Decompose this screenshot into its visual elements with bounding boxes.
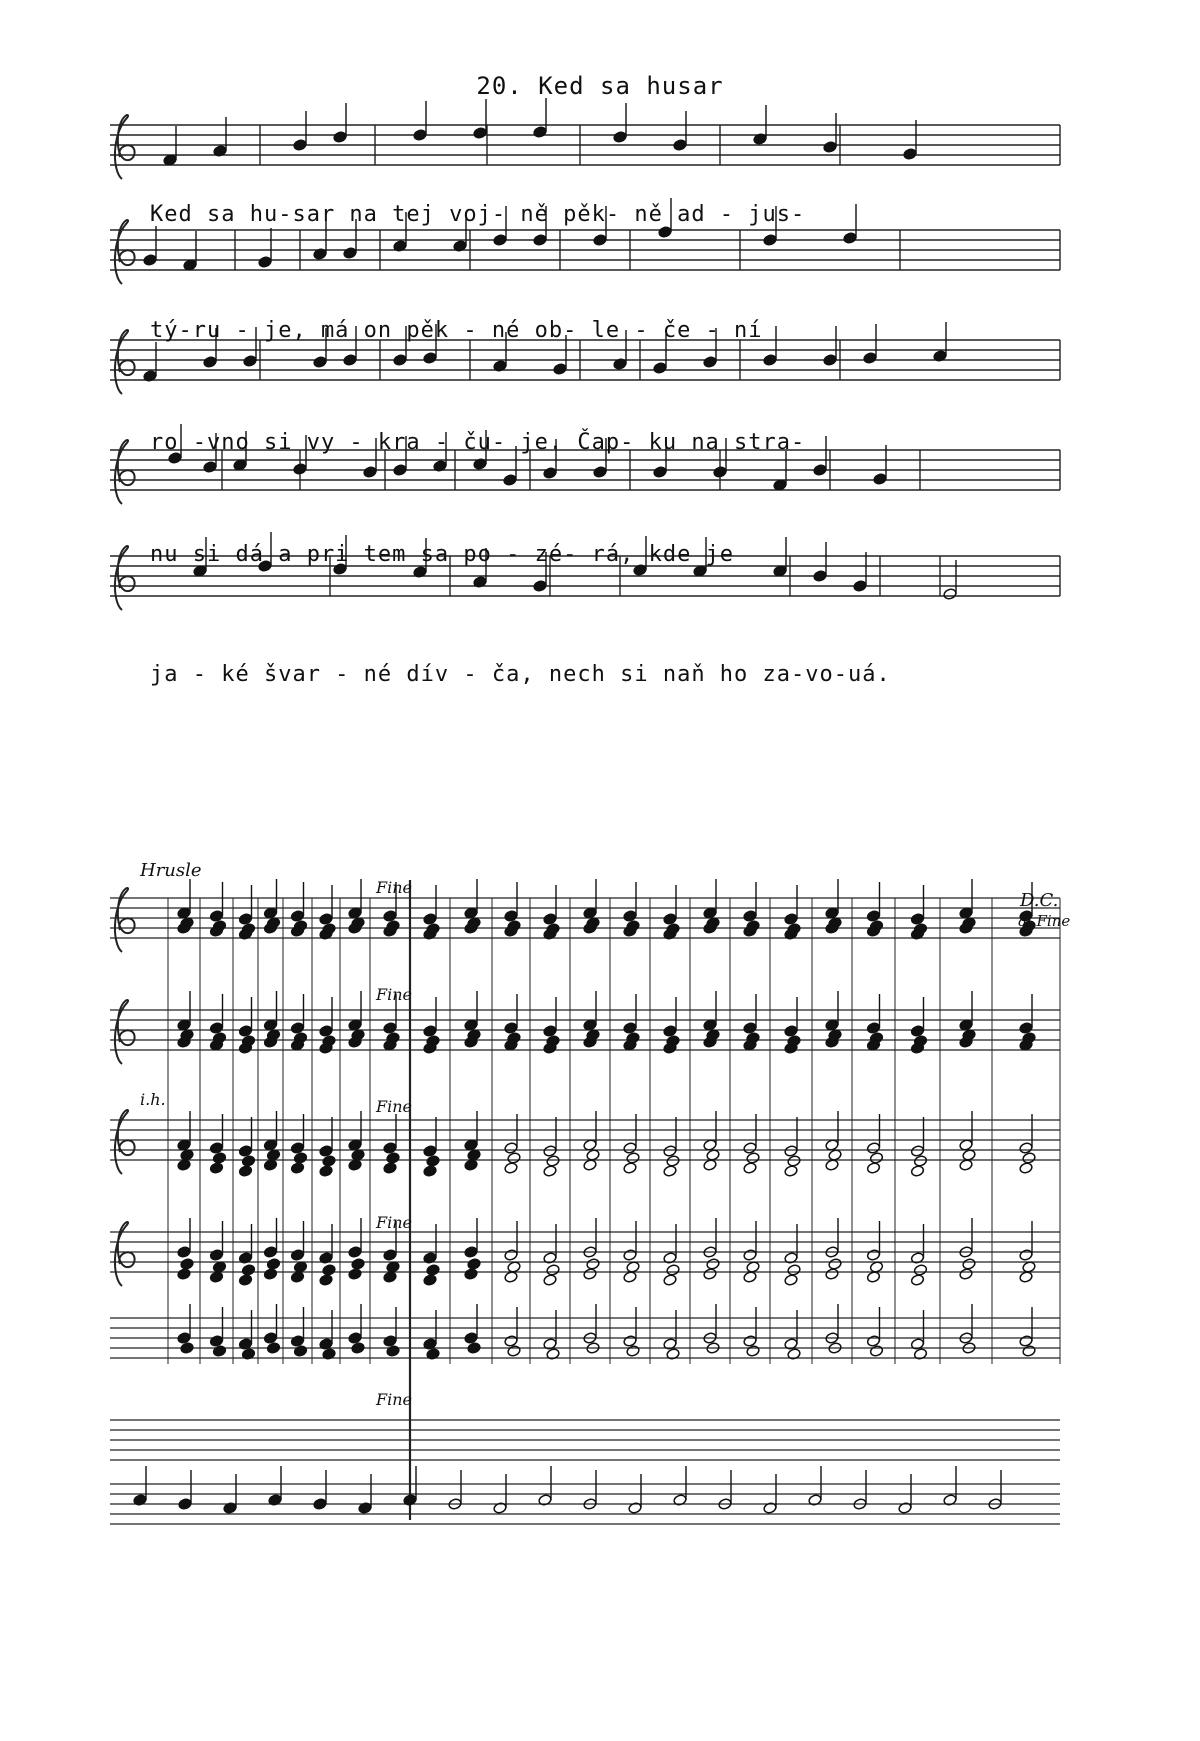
arrangement-note [910,1145,924,1158]
arrangement-note [746,1345,760,1358]
arrangement-note [212,1152,226,1165]
arrangement-note [348,1246,362,1259]
instrument-label: Hrusle [140,860,202,881]
song-title: 20. Ked sa husar [476,72,724,100]
arrangement-note [290,1335,304,1348]
arrangement-note [177,1246,191,1259]
arrangement-note [586,1258,600,1271]
arrangement-note [543,1025,557,1038]
arrangement-note [351,1258,365,1271]
arrangement-note [784,1165,798,1178]
arrangement-note [743,1022,757,1035]
arrangement-note [743,1249,757,1262]
arrangement-note [866,1142,880,1155]
arrangement-note [743,910,757,923]
arrangement-note [504,1249,518,1262]
arrangement-note [238,1145,252,1158]
arrangement-note [787,1264,801,1277]
arrangement-note [507,1152,521,1165]
arrangement-note [787,1155,801,1168]
arrangement-note [383,1162,397,1175]
arrangement-note [543,1274,557,1287]
arrangement-note [784,1145,798,1158]
arrangement-note [180,1342,194,1355]
arrangement-note [383,1249,397,1262]
arrangement-note [543,1165,557,1178]
arrangement-note [504,1162,518,1175]
arrangement-note [666,1264,680,1277]
arrangement-note [293,1152,307,1165]
arrangement-note [583,1268,597,1281]
arrangement-note [623,1162,637,1175]
arrangement-note [423,913,437,926]
arrangement-note [383,1335,397,1348]
arrangement-note [209,910,223,923]
arrangement-note [663,1274,677,1287]
lyric-line-1: Ked sa hu-sar na tej voj- ně pěk- ně ad - jus- [150,202,806,227]
arrangement-note [293,1345,307,1358]
arrangement-note [1019,1162,1033,1175]
arrangement-note [869,1152,883,1165]
arrangement-note [290,1249,304,1262]
second-instrument-label: i.h. [140,1090,166,1109]
arrangement-note [866,1335,880,1348]
arrangement-note [703,1268,717,1281]
arrangement-note [663,1165,677,1178]
fine-mark-1: Fine [376,878,412,897]
arrangement-note [241,1264,255,1277]
arrangement-note [959,1268,973,1281]
arrangement-note [504,1022,518,1035]
bass-note [178,1498,192,1511]
arrangement-note [238,913,252,926]
arrangement-note [866,910,880,923]
arrangement-note [383,910,397,923]
arrangement-note [746,1152,760,1165]
arrangement-note [866,1162,880,1175]
arrangement-note [290,1162,304,1175]
arrangement-note [266,1342,280,1355]
dc-mark: D.C. [1020,890,1059,911]
arrangement-note [383,1142,397,1155]
arrangement-note [1019,1335,1033,1348]
arrangement-note [423,1025,437,1038]
bass-note [313,1498,327,1511]
arrangement-note [504,1142,518,1155]
arrangement-note [212,1345,226,1358]
arrangement-note [383,1022,397,1035]
arrangement-note [319,1165,333,1178]
arrangement-note [663,913,677,926]
arrangement-note [663,1145,677,1158]
arrangement-note [743,1142,757,1155]
arrangement-note [869,1345,883,1358]
arrangement-note [180,1258,194,1271]
arrangement-note [504,910,518,923]
lyric-line-4: nu si dá a pri tem sa po - zé- rá, kde je [150,542,735,567]
arrangement-note [322,1264,336,1277]
arrangement-note [464,1246,478,1259]
arrangement-note [322,1155,336,1168]
arrangement-note [426,1155,440,1168]
arrangement-note [1022,1152,1036,1165]
arrangement-note [263,1268,277,1281]
arrangement-note [866,1022,880,1035]
arrangement-note [913,1264,927,1277]
lyric-line-3: ro -vno si vy - kra - ču- je. Čap- ku na stra- [150,430,806,455]
arrangement-note [263,1332,277,1345]
arrangement-note [319,1274,333,1287]
arrangement-note [623,1249,637,1262]
arrangement-note [706,1258,720,1271]
arrangement-note [209,1249,223,1262]
arrangement-note [626,1345,640,1358]
arrangement-note [386,1152,400,1165]
arrangement-note [238,1165,252,1178]
arrangement-note [290,910,304,923]
arrangement-note [423,1165,437,1178]
arrangement-note [666,1155,680,1168]
arrangement-note [504,1335,518,1348]
arrangement-note [290,1022,304,1035]
arrangement-note [348,1268,362,1281]
arrangement-note [467,1258,481,1271]
arrangement-note [623,1022,637,1035]
arrangement-note [1019,1142,1033,1155]
fine-mark-2: Fine [376,985,412,1004]
arrangement-note [290,1142,304,1155]
arrangement-note [1019,1022,1033,1035]
arrangement-note [543,913,557,926]
arrangement-note [423,1274,437,1287]
arrangement-note [962,1258,976,1271]
arrangement-note [623,1142,637,1155]
arrangement-note [626,1152,640,1165]
arrangement-note [319,1145,333,1158]
arrangement-note [464,1268,478,1281]
arrangement-note [507,1345,521,1358]
arrangement-note [351,1342,365,1355]
arrangement-note [546,1264,560,1277]
arrangement-note [263,1246,277,1259]
fine-mark-5: Fine [376,1390,412,1409]
arrangement-note [1022,1345,1036,1358]
arrangement-note [209,1142,223,1155]
arrangement-note [825,1268,839,1281]
arrangement-note [743,1162,757,1175]
arrangement-note [910,913,924,926]
arrangement-note [319,913,333,926]
arrangement-note [177,1268,191,1281]
arrangement-note [467,1342,481,1355]
lyric-line-2: tý-ru - je, má on pěk - né ob- le - če - ní [150,318,763,343]
arrangement-note [784,1025,798,1038]
arrangement-note [464,1332,478,1345]
arrangement-note [1019,1249,1033,1262]
arrangement-note [209,1022,223,1035]
arrangement-note [784,1274,798,1287]
arrangement-note [913,1155,927,1168]
fine-mark-4: Fine [376,1213,412,1232]
arrangement-note [209,1162,223,1175]
arrangement-note [546,1155,560,1168]
arrangement-note [910,1274,924,1287]
arrangement-note [784,913,798,926]
arrangement-note [266,1258,280,1271]
arrangement-note [743,1335,757,1348]
arrangement-note [543,1145,557,1158]
arrangement-note [348,1332,362,1345]
arrangement-note [910,1025,924,1038]
arrangement-note [386,1345,400,1358]
arrangement-note [241,1155,255,1168]
arrangement-note [177,1332,191,1345]
arrangement-note [238,1025,252,1038]
dc-al-fine: al Fine [1018,912,1071,930]
arrangement-note [319,1025,333,1038]
arrangement-note [663,1025,677,1038]
arrangement-note [623,1335,637,1348]
arrangement-note [623,910,637,923]
fine-mark-3: Fine [376,1097,412,1116]
arrangement-note [238,1274,252,1287]
arrangement-note [828,1258,842,1271]
arrangement-note [209,1335,223,1348]
arrangement-note [426,1264,440,1277]
arrangement-note [866,1249,880,1262]
arrangement-note [423,1145,437,1158]
arrangement-note [910,1165,924,1178]
lyric-line-5: ja - ké švar - né dív - ča, nech si naň ho za-vo-uá. [150,662,891,687]
